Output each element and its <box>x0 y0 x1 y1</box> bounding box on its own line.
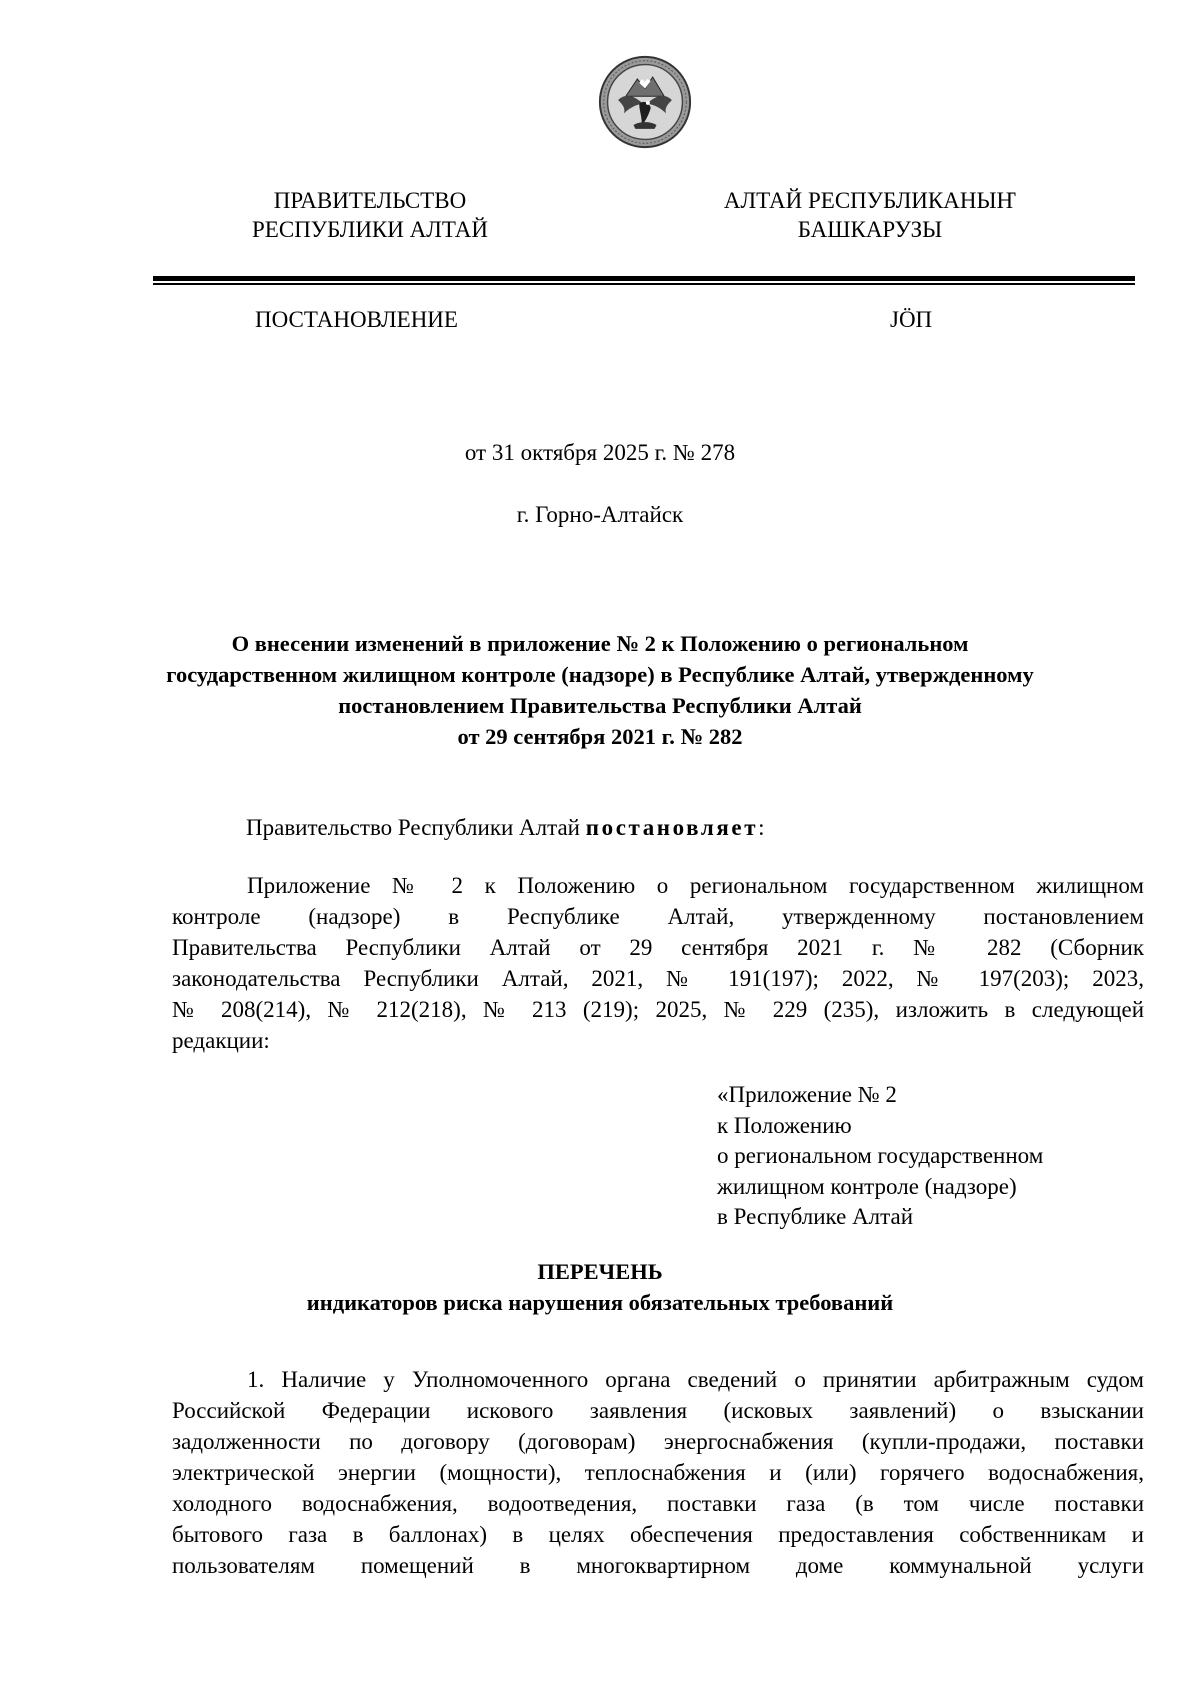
paragraph-line: контроле (надзоре) в Республике Алтай, утвержденному постановлением <box>172 904 1144 929</box>
paragraph-line: № 208(214), № 212(218), № 213 (219); 2025, № 229 (235), изложить в следующей <box>172 997 1144 1022</box>
header-divider-thick <box>153 276 1135 281</box>
paragraph-line: Правительства Республики Алтай от 29 сентября 2021 г. № 282 (Сборник <box>172 935 1144 960</box>
paragraph-line: электрической энергии (мощности), теплоснабжения и (или) горячего водоснабжения, <box>172 1460 1144 1485</box>
paragraph-line: пользователям помещений в многоквартирном доме коммунальной услуги <box>172 1553 1144 1578</box>
appendix-line: в Республике Алтай <box>717 1204 914 1229</box>
appendix-reference <box>717 1080 1043 1233</box>
decree-line <box>246 812 1146 843</box>
doc-type-right: JӦП <box>890 307 933 332</box>
title-line: постановлением Правительства Республики Алтай <box>338 693 862 718</box>
decree-verb: постановляет <box>585 815 759 840</box>
header-right-line1: АЛТАЙ РЕСПУБЛИКАНЫҤ <box>723 188 1017 213</box>
paragraph-line: Российской Федерации искового заявления (исковых заявлений) о взыскании <box>172 1398 1144 1423</box>
decree-colon: : <box>758 815 765 840</box>
paragraph-line: холодного водоснабжения, водоотведения, поставки газа (в том числе поставки <box>172 1491 1144 1516</box>
paragraph-indicator-1 <box>172 1364 1144 1581</box>
doc-type-left: ПОСТАНОВЛЕНИЕ <box>255 307 458 332</box>
paragraph-line: задолженности по договору (договорам) энергоснабжения (купли-продажи, поставки <box>172 1429 1144 1454</box>
list-subtitle: индикаторов риска нарушения обязательных требований <box>306 1290 894 1315</box>
list-heading <box>0 1256 1200 1318</box>
title-line: О внесении изменений в приложение № 2 к Положению о региональном <box>231 631 969 656</box>
paragraph-amendment <box>172 870 1144 1056</box>
paragraph-line: редакции: <box>172 1028 270 1053</box>
appendix-line: жилищном контроле (надзоре) <box>717 1173 1017 1199</box>
list-title: ПЕРЕЧЕНЬ <box>537 1259 663 1284</box>
header-left <box>200 186 540 244</box>
header-left-line2: РЕСПУБЛИКИ АЛТАЙ <box>252 217 488 242</box>
header-right <box>700 186 1040 244</box>
appendix-line: о региональном государственном <box>717 1143 1044 1168</box>
coat-of-arms-emblem-icon <box>597 54 693 150</box>
decree-text: Правительство Республики Алтай <box>246 815 580 840</box>
title-line: от 29 сентября 2021 г. № 282 <box>457 724 743 749</box>
date-line: от 31 октября 2025 г. № 278 <box>464 440 736 465</box>
document-title <box>140 628 1060 752</box>
paragraph-line: бытового газа в баллонах) в целях обеспечения предоставления собственникам и <box>172 1522 1144 1547</box>
appendix-line: к Положению <box>717 1112 852 1138</box>
paragraph-line: Приложение № 2 к Положению о региональном государственном жилищном <box>247 873 1144 898</box>
header-left-line1: ПРАВИТЕЛЬСТВО <box>273 188 467 213</box>
paragraph-line: законодательства Республики Алтай, 2021, № 191(197); 2022, № 197(203); 2023, <box>172 966 1144 991</box>
header-right-line2: БАШКАРУЗЫ <box>797 217 943 242</box>
appendix-line: «Приложение № 2 <box>717 1082 897 1107</box>
title-line: государственном жилищном контроле (надзоре) в Республике Алтай, утвержденному <box>166 662 1034 687</box>
paragraph-line: 1. Наличие у Уполномоченного органа сведений о принятии арбитражным судом <box>247 1367 1144 1392</box>
city-line: г. Горно-Алтайск <box>516 502 684 527</box>
header-divider-thin <box>153 283 1135 285</box>
